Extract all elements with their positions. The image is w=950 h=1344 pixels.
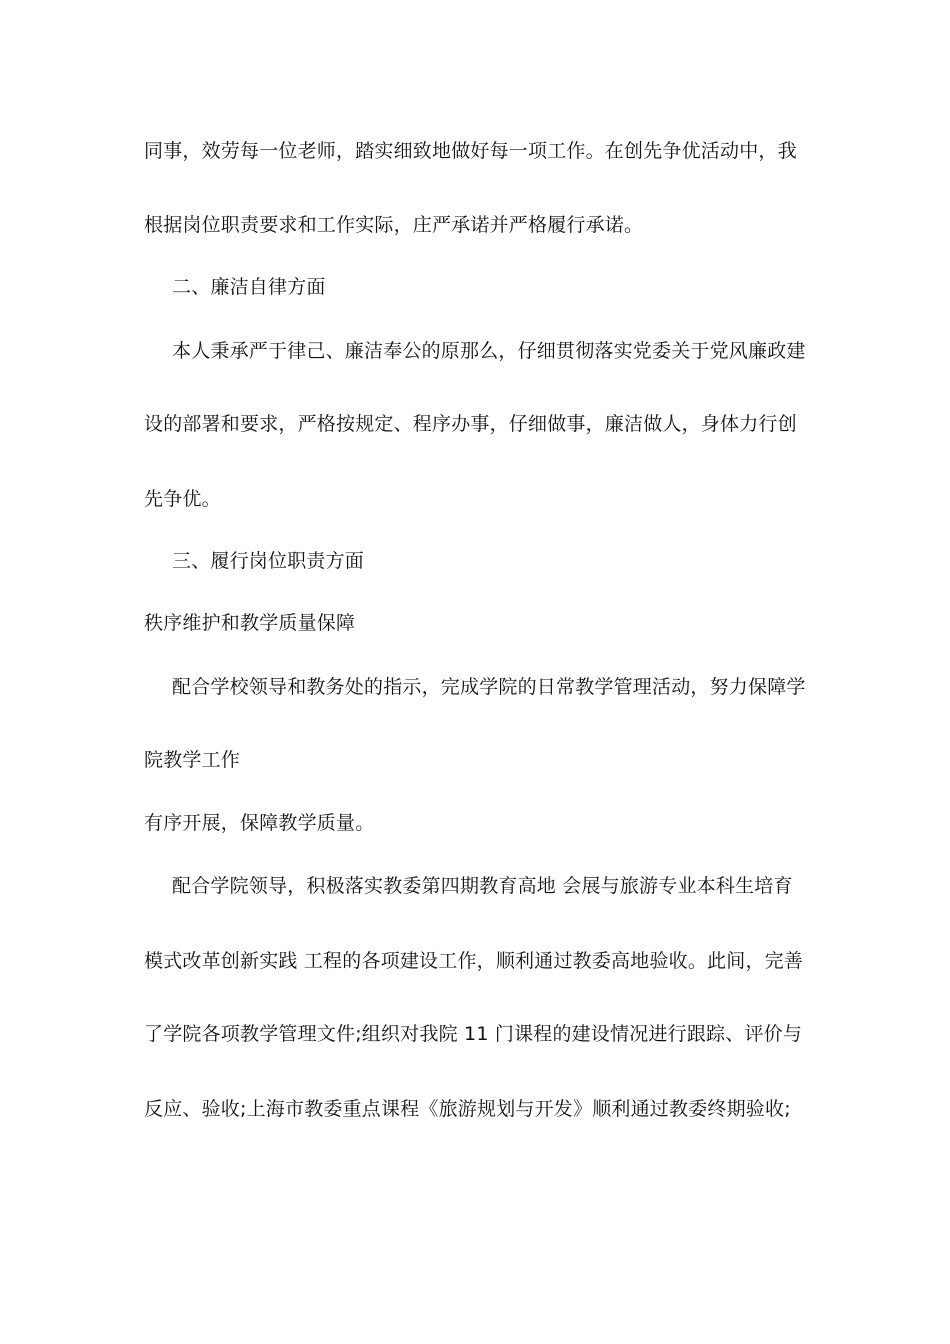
subsection-heading: 秩序维护和教学质量保障	[144, 612, 356, 634]
paragraph-line: 同事，效劳每一位老师，踏实细致地做好每一项工作。在创先争优活动中，我	[144, 140, 797, 162]
section-heading: 二、廉洁自律方面	[172, 276, 326, 298]
section-heading: 三、履行岗位职责方面	[172, 550, 365, 572]
paragraph-line: 院教学工作	[144, 749, 241, 771]
paragraph-line: 配合学院领导，积极落实教委第四期教育高地 会展与旅游专业本科生培育	[172, 875, 793, 897]
paragraph-line: 配合学校领导和教务处的指示，完成学院的日常教学管理活动，努力保障学	[172, 676, 806, 698]
paragraph-line: 根据岗位职责要求和工作实际，庄严承诺并严格履行承诺。	[144, 214, 644, 236]
paragraph-line: 了学院各项教学管理文件;组织对我院 11 门课程的建设情况进行跟踪、评价与	[144, 1023, 803, 1045]
paragraph-line: 模式改革创新实践 工程的各项建设工作，顺利通过教委高地验收。此间，完善	[144, 950, 804, 972]
paragraph-line: 有序开展，保障教学质量。	[144, 812, 375, 834]
paragraph-line: 本人秉承严于律己、廉洁奉公的原那么，仔细贯彻落实党委关于党风廉政建	[172, 340, 806, 362]
paragraph-line: 设的部署和要求，严格按规定、程序办事，仔细做事，廉洁做人，身体力行创	[144, 413, 797, 435]
paragraph-line: 反应、验收;上海市教委重点课程《旅游规划与开发》顺利通过教委终期验收;	[144, 1098, 791, 1120]
paragraph-line: 先争优。	[144, 488, 221, 510]
